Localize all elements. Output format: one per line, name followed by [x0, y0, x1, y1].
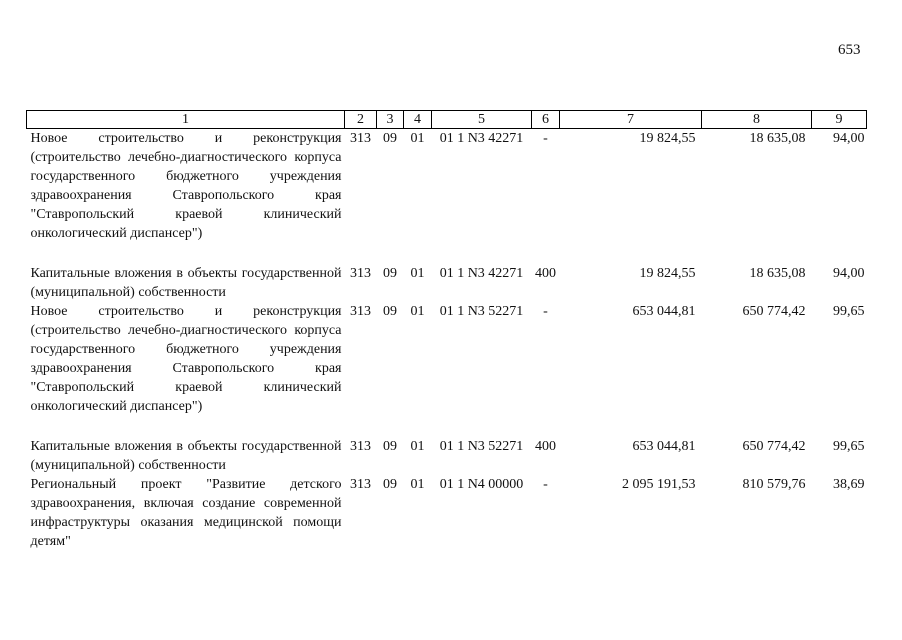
row-expense-type: - [543, 477, 548, 492]
row-target-article: 01 1 N3 52271 [439, 439, 524, 454]
row-name: Капитальные вложения в объекты государственной (муниципальной) собственности [30, 439, 342, 473]
row-name: Региональный проект "Развитие детского здравоохранения, включая создание современной инфраструктуры оказания медицинской помощи детям" [30, 477, 342, 549]
table-row [27, 302, 867, 437]
row-section-code: 09 [383, 304, 397, 319]
row-subsection-code: 01 [410, 477, 425, 492]
table-row [27, 475, 867, 551]
row-ministry-code: 313 [350, 304, 371, 319]
row-executed-amount: 810 579,76 [742, 477, 806, 492]
header-col-2: 2 [345, 111, 377, 129]
row-name: Капитальные вложения в объекты государственной (муниципальной) собственности [30, 266, 342, 300]
row-name: Новое строительство и реконструкция (строительство лечебно-диагностического корпуса государственного бюджетного учреждения здравоохранения Ставропольского края "Ставропольский краевой клинический онкологический диспансер") [30, 304, 342, 414]
table-row [27, 437, 867, 475]
row-expense-type: 400 [535, 266, 556, 281]
header-col-8: 8 [702, 111, 812, 129]
row-section-code: 09 [383, 439, 397, 454]
row-percent: 38,69 [833, 477, 865, 492]
row-planned-amount: 19 824,55 [639, 266, 696, 281]
row-ministry-code: 313 [350, 131, 371, 146]
row-ministry-code: 313 [350, 266, 371, 281]
header-col-6: 6 [532, 111, 560, 129]
page-number: 653 [838, 42, 861, 58]
table-row [27, 129, 867, 265]
row-planned-amount: 653 044,81 [632, 304, 696, 319]
row-executed-amount: 650 774,42 [742, 304, 806, 319]
row-target-article: 01 1 N4 00000 [439, 477, 524, 492]
row-expense-type: - [543, 131, 548, 146]
row-percent: 94,00 [833, 131, 865, 146]
header-col-4: 4 [404, 111, 432, 129]
row-ministry-code: 313 [350, 439, 371, 454]
header-col-7: 7 [560, 111, 702, 129]
row-planned-amount: 653 044,81 [632, 439, 696, 454]
row-subsection-code: 01 [410, 266, 425, 281]
row-section-code: 09 [383, 477, 397, 492]
budget-table [26, 110, 867, 551]
row-executed-amount: 18 635,08 [749, 131, 806, 146]
row-target-article: 01 1 N3 42271 [439, 266, 524, 281]
row-expense-type: - [543, 304, 548, 319]
row-subsection-code: 01 [410, 131, 425, 146]
row-planned-amount: 19 824,55 [639, 131, 696, 146]
row-ministry-code: 313 [350, 477, 371, 492]
row-executed-amount: 650 774,42 [742, 439, 806, 454]
header-col-9: 9 [812, 111, 867, 129]
header-col-1: 1 [27, 111, 345, 129]
row-section-code: 09 [383, 131, 397, 146]
row-percent: 94,00 [833, 266, 865, 281]
row-expense-type: 400 [535, 439, 556, 454]
row-section-code: 09 [383, 266, 397, 281]
row-target-article: 01 1 N3 42271 [439, 131, 524, 146]
row-subsection-code: 01 [410, 304, 425, 319]
row-name: Новое строительство и реконструкция (строительство лечебно-диагностического корпуса государственного бюджетного учреждения здравоохранения Ставропольского края "Ставропольский краевой клинический онкологический диспансер") [30, 131, 342, 241]
table-row [27, 264, 867, 302]
header-col-5: 5 [432, 111, 532, 129]
row-percent: 99,65 [833, 304, 865, 319]
row-percent: 99,65 [833, 439, 865, 454]
row-planned-amount: 2 095 191,53 [622, 477, 696, 492]
header-row [27, 111, 867, 129]
row-subsection-code: 01 [410, 439, 425, 454]
row-executed-amount: 18 635,08 [749, 266, 806, 281]
row-target-article: 01 1 N3 52271 [439, 304, 524, 319]
header-col-3: 3 [377, 111, 404, 129]
